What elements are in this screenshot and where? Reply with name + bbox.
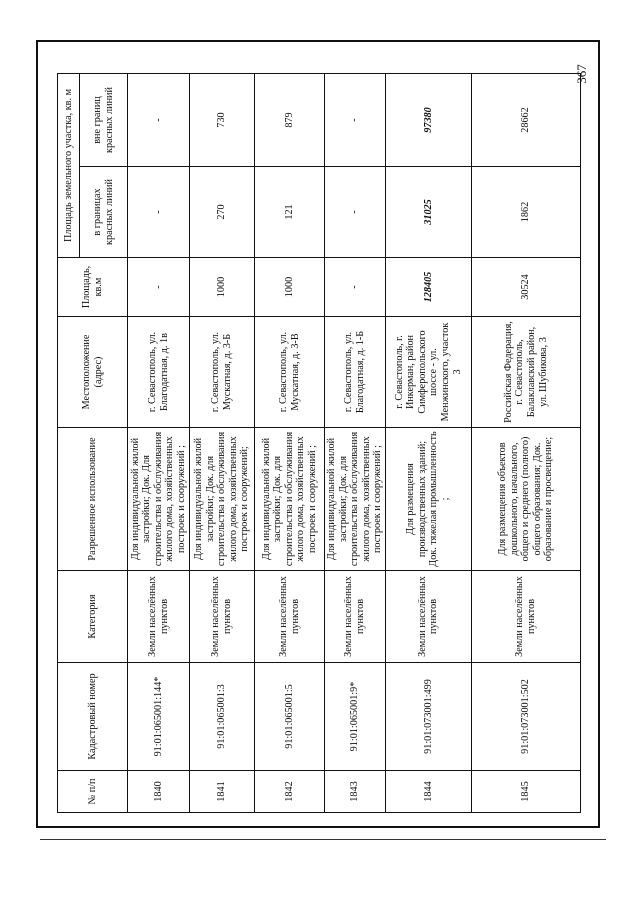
cell-location: г. Севастополь, ул. Мускатная, д. 3-В — [255, 317, 325, 428]
land-register-table — [57, 73, 581, 813]
bottom-rule — [40, 839, 606, 840]
cell-num: 1842 — [255, 771, 325, 813]
cell-category: Земли населённых пунктов — [385, 571, 471, 663]
table-row — [190, 74, 255, 813]
cell-area: - — [128, 258, 190, 317]
cell-category: Земли населённых пунктов — [471, 571, 580, 663]
header-within-red: в границах красных линий — [80, 167, 128, 258]
cell-area: 128405 — [385, 258, 471, 317]
cell-cadastral: 91:01:065001:9* — [325, 663, 386, 771]
cell-outside-red: - — [128, 74, 190, 167]
cell-within-red: 121 — [255, 167, 325, 258]
cell-usage: Для индивидуальной жилой застройки; Док. для строительства и обслуживания жилого дома, хозяйственных построек и сооружений ; — [325, 428, 386, 571]
cell-cadastral: 91:01:073001:502 — [471, 663, 580, 771]
header-area: Площадь, кв.м — [58, 258, 128, 317]
cell-outside-red: 879 — [255, 74, 325, 167]
cell-num: 1844 — [385, 771, 471, 813]
cell-category: Земли населённых пунктов — [190, 571, 255, 663]
header-outside-red: вне границ красных линий — [80, 74, 128, 167]
page-number: 367 — [574, 64, 589, 84]
cell-num: 1841 — [190, 771, 255, 813]
header-land-area: Площадь земельного участка, кв. м — [58, 74, 80, 258]
cell-num: 1840 — [128, 771, 190, 813]
cell-cadastral: 91:01:065001:5 — [255, 663, 325, 771]
cell-usage: Для размещения производственных зданий; Док. тяжелая промышленность ; — [385, 428, 471, 571]
cell-area: 30524 — [471, 258, 580, 317]
cell-within-red: 31025 — [385, 167, 471, 258]
cell-area: - — [325, 258, 386, 317]
cell-usage: Для размещения объектов дошкольного, начального, общего и среднего (полного) общего образования; Док. образование и просвещение; — [471, 428, 580, 571]
table-row — [325, 74, 386, 813]
cell-category: Земли населённых пунктов — [325, 571, 386, 663]
cell-within-red: 1862 — [471, 167, 580, 258]
cell-outside-red: 28662 — [471, 74, 580, 167]
cell-num: 1845 — [471, 771, 580, 813]
cell-area: 1000 — [190, 258, 255, 317]
cell-num: 1843 — [325, 771, 386, 813]
cell-cadastral: 91:01:065001:144* — [128, 663, 190, 771]
cell-location: г. Севастополь, ул. Благодатная, д. 1в — [128, 317, 190, 428]
header-num: № п/п — [58, 771, 128, 813]
table-row — [128, 74, 190, 813]
header-category: Категория — [58, 571, 128, 663]
cell-cadastral: 91:01:065001:3 — [190, 663, 255, 771]
header-location: Местоположение (адрес) — [58, 317, 128, 428]
cell-area: 1000 — [255, 258, 325, 317]
rotated-table-container — [57, 74, 579, 813]
cell-location: г. Севастополь, г. Инкерман, район Симферопольского шоссе - ул. Менжинского, участок 3 — [385, 317, 471, 428]
cell-within-red: - — [128, 167, 190, 258]
table-row — [385, 74, 471, 813]
cell-outside-red: 730 — [190, 74, 255, 167]
cell-outside-red: 97380 — [385, 74, 471, 167]
cell-cadastral: 91:01:073001:499 — [385, 663, 471, 771]
cell-location: Российская Федерация, г. Севастополь, Балаклавский район, ул. Шубикова, 3 — [471, 317, 580, 428]
table-row — [255, 74, 325, 813]
cell-usage: Для индивидуальной жилой застройки; Док. для строительства и обслуживания жилого дома, хозяйственных построек и сооружений; — [190, 428, 255, 571]
cell-location: г. Севастополь, ул. Мускатная, д. 3-Б — [190, 317, 255, 428]
cell-usage: Для индивидуальной жилой застройки; Док. для строительства и обслуживания жилого дома, хозяйственных построек и сооружений ; — [255, 428, 325, 571]
cell-usage: Для индивидуальной жилой застройки; Док. Для строительства и обслуживания жилого дома, хозяйственных построек и сооружений ; — [128, 428, 190, 571]
header-cadastral: Кадастровый номер — [58, 663, 128, 771]
cell-category: Земли населённых пунктов — [128, 571, 190, 663]
cell-within-red: 270 — [190, 167, 255, 258]
table-row — [471, 74, 580, 813]
cell-outside-red: - — [325, 74, 386, 167]
cell-category: Земли населённых пунктов — [255, 571, 325, 663]
header-usage: Разрешенное использование — [58, 428, 128, 571]
cell-within-red: - — [325, 167, 386, 258]
cell-location: г. Севастополь, ул. Благодатная, д. 1-Б — [325, 317, 386, 428]
